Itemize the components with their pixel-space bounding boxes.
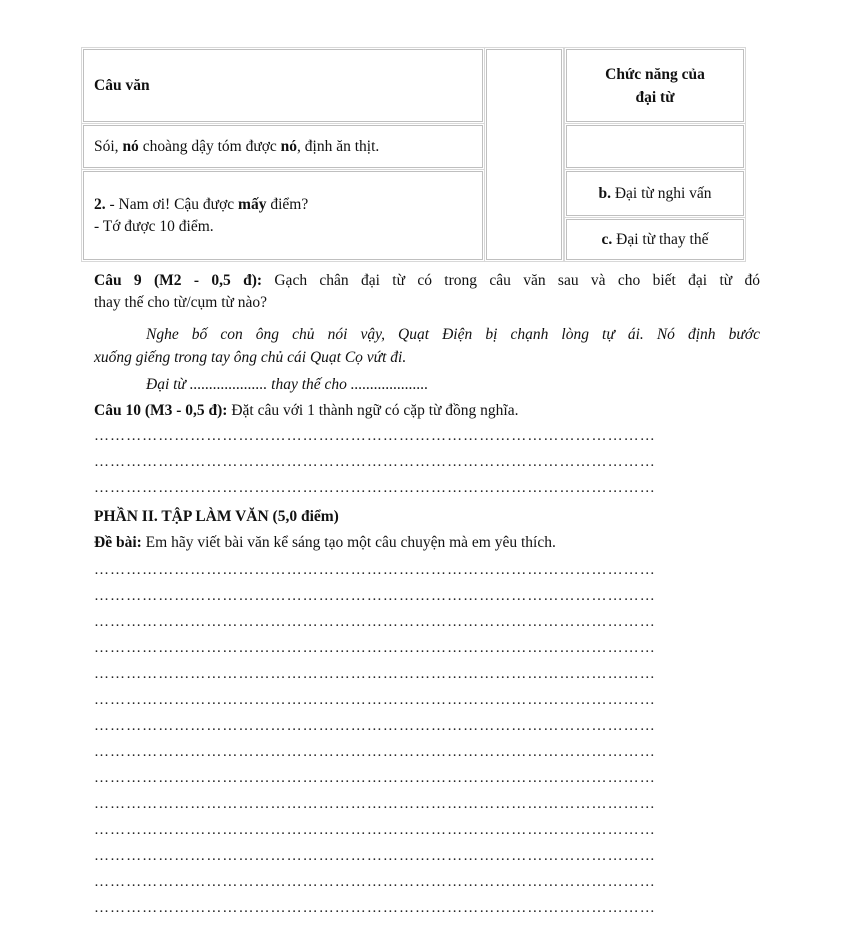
row1-part1: Sói,	[94, 137, 123, 155]
cau9-text1: Gạch chân đại từ có trong câu văn sau và cho biết đại từ đó	[262, 272, 760, 289]
essay-dots-9: ……………………………………………………………………………………………	[94, 770, 656, 786]
header-cau-van-text: Câu văn	[94, 76, 150, 94]
part2-prompt-text: Em hãy viết bài văn kể sáng tạo một câu chuyện mà em yêu thích.	[141, 534, 556, 551]
cau9-quote1: Nghe bố con ông chủ nói vậy, Quạt Điện bị chạnh lòng tự ái. Nó định bước	[146, 326, 760, 343]
cau9-quote-line1	[146, 324, 760, 346]
option-c-text	[602, 228, 709, 251]
cau10-text: Đặt câu với 1 thành ngữ có cặp từ đồng nghĩa.	[227, 402, 519, 419]
cau9-answer-line	[146, 374, 428, 396]
header-chuc-nang-line2: đại từ	[635, 88, 675, 106]
essay-dots-7: ……………………………………………………………………………………………	[94, 718, 656, 734]
essay-dots-14: ……………………………………………………………………………………………	[94, 900, 656, 916]
essay-dots-2: ……………………………………………………………………………………………	[94, 588, 656, 604]
essay-dots-11: ……………………………………………………………………………………………	[94, 822, 656, 838]
part2-prompt	[94, 532, 556, 554]
row2-part2: điểm?	[266, 195, 309, 213]
part2-heading	[94, 506, 339, 528]
table-row2-sentence	[83, 171, 483, 260]
essay-dots-13: ……………………………………………………………………………………………	[94, 874, 656, 890]
header-chuc-nang-line1: Chức năng của	[605, 65, 705, 83]
cau9-quote2: xuống giếng trong tay ông chủ cái Quạt Cọ vứt đi.	[94, 349, 407, 366]
row2-line2: - Tớ được 10 điểm.	[94, 217, 214, 235]
essay-dots-5: ……………………………………………………………………………………………	[94, 666, 656, 682]
essay-dots-10: ……………………………………………………………………………………………	[94, 796, 656, 812]
option-c-value: Đại từ thay thế	[612, 231, 709, 248]
essay-dots-1: ……………………………………………………………………………………………	[94, 562, 656, 578]
table-header-cau-van	[83, 49, 483, 122]
row2-line1	[94, 194, 472, 216]
option-c-label: c.	[601, 231, 613, 248]
cau9-line2: thay thế cho từ/cụm từ nào?	[94, 294, 268, 311]
essay-dots-6: ……………………………………………………………………………………………	[94, 692, 656, 708]
cau10-answer-dots-2: ……………………………………………………………………………………………	[94, 454, 656, 470]
row1-bold2: nó	[280, 137, 298, 155]
essay-dots-8: ……………………………………………………………………………………………	[94, 744, 656, 760]
option-b-text	[598, 182, 711, 205]
essay-dots-4: ……………………………………………………………………………………………	[94, 640, 656, 656]
cau10-line	[94, 400, 518, 422]
row2-number: 2.	[94, 195, 106, 213]
option-b-value: Đại từ nghi vấn	[610, 185, 712, 202]
row1-part2: choàng dậy tóm được	[138, 137, 281, 155]
table-blank-column	[486, 49, 562, 260]
cau10-answer-dots-1: ……………………………………………………………………………………………	[94, 428, 656, 444]
row1-bold1: nó	[122, 137, 139, 155]
row2-bold: mấy	[238, 195, 267, 213]
table-option-c	[566, 219, 744, 260]
cau9-quote-line2	[94, 347, 406, 369]
part2-heading-text: PHẦN II. TẬP LÀM VĂN (5,0 điểm)	[94, 508, 339, 525]
table-header-chuc-nang	[566, 49, 744, 122]
table-row1-answer-blank	[566, 125, 744, 168]
cau10-answer-dots-3: ……………………………………………………………………………………………	[94, 480, 656, 496]
table-option-b	[566, 171, 744, 216]
row1-part3: , định ăn thịt.	[297, 137, 380, 155]
cau9-label: Câu 9 (M2 - 0,5 đ):	[94, 272, 263, 289]
cau9-line1	[94, 270, 760, 292]
part2-prompt-label: Đề bài:	[94, 534, 142, 551]
cau10-label: Câu 10 (M3 - 0,5 đ):	[94, 402, 228, 419]
option-b-label: b.	[598, 185, 611, 202]
essay-dots-12: ……………………………………………………………………………………………	[94, 848, 656, 864]
essay-dots-3: ……………………………………………………………………………………………	[94, 614, 656, 630]
cau9-answer: Đại từ .................... thay thế cho ....................	[146, 376, 429, 393]
row2-part1: - Nam ơi! Cậu được	[105, 195, 239, 213]
table-row1-sentence	[83, 125, 483, 168]
row1-sentence-text	[94, 136, 472, 158]
